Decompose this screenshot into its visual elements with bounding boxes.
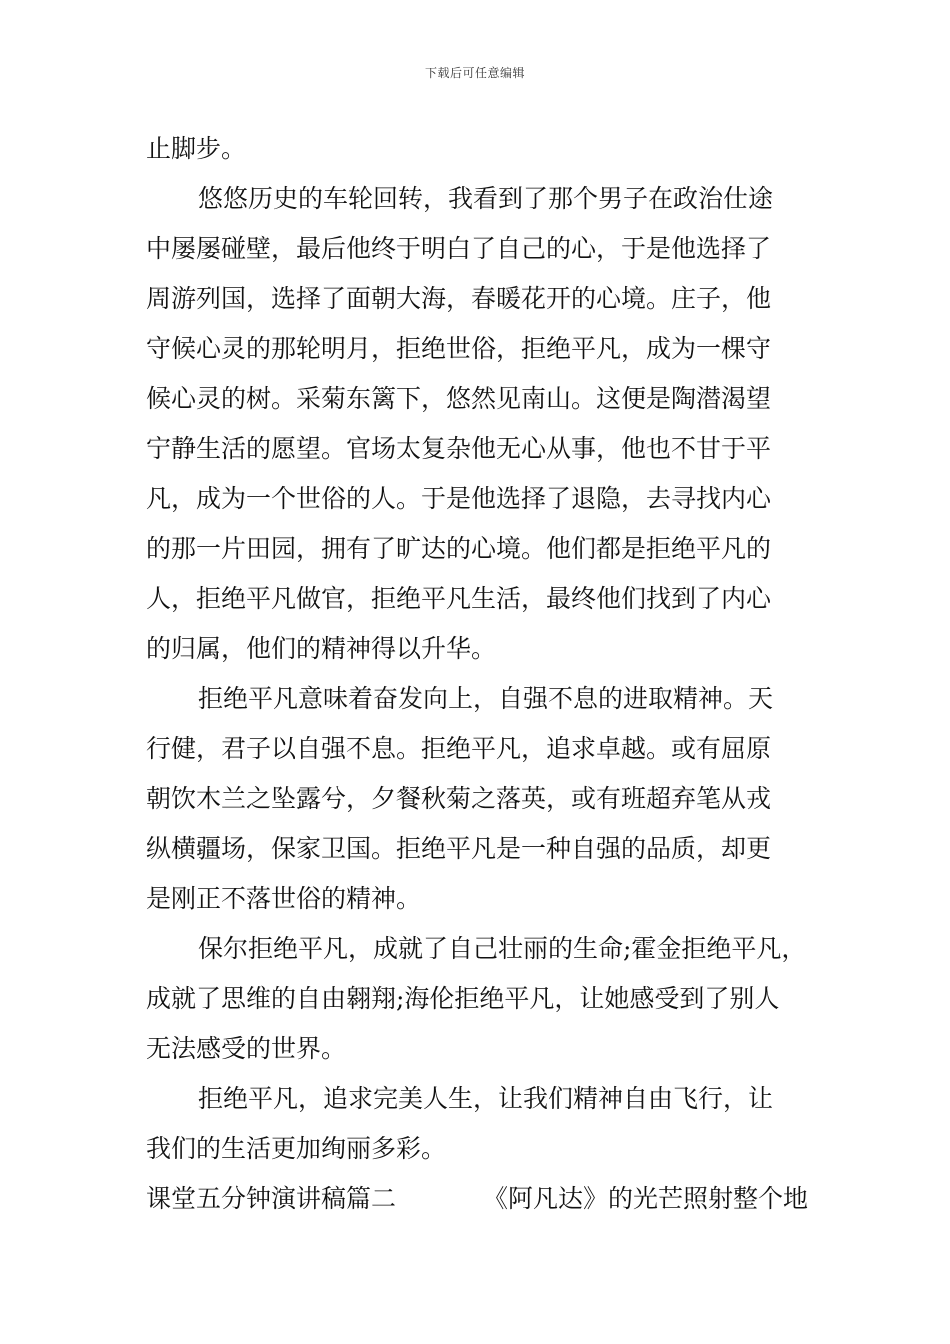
text-line: 保尔拒绝平凡，成就了自己壮丽的生命;霍金拒绝平凡， [198, 934, 807, 963]
text-line: 悠悠历史的车轮回转，我看到了那个男子在政治仕途 [198, 184, 774, 213]
text-line: 中屡屡碰壁，最后他终于明白了自己的心，于是他选择了 [146, 234, 772, 263]
text-line: 周游列国，选择了面朝大海，春暖花开的心境。庄子，他 [146, 284, 772, 313]
text-line: 是刚正不落世俗的精神。 [146, 884, 422, 913]
section-continuation-text: 《阿凡达》的光芒照射整个地 [482, 1184, 808, 1213]
text-line: 纵横疆场，保家卫国。拒绝平凡是一种自强的品质，却更 [146, 834, 772, 863]
text-line: 凡，成为一个世俗的人。于是他选择了退隐，去寻找内心 [146, 484, 772, 513]
text-line: 无法感受的世界。 [146, 1034, 347, 1063]
body-text [146, 124, 808, 1224]
text-line: 候心灵的树。采菊东篱下，悠然见南山。这便是陶潜渴望 [146, 384, 772, 413]
section-heading-line [146, 1174, 808, 1224]
text-line: 止脚步。 [146, 134, 247, 163]
text-line: 行健，君子以自强不息。拒绝平凡，追求卓越。或有屈原 [146, 734, 772, 763]
page-header: 下载后可任意编辑 [424, 66, 525, 80]
text-line: 宁静生活的愿望。官场太复杂他无心从事，他也不甘于平 [146, 434, 772, 463]
text-line: 成就了思维的自由翱翔;海伦拒绝平凡，让她感受到了别人 [146, 984, 780, 1013]
text-line: 我们的生活更加绚丽多彩。 [146, 1134, 447, 1163]
text-line: 拒绝平凡，追求完美人生，让我们精神自由飞行，让 [198, 1084, 774, 1113]
text-line: 的归属，他们的精神得以升华。 [146, 634, 497, 663]
text-line: 守候心灵的那轮明月，拒绝世俗，拒绝平凡，成为一棵守 [146, 334, 772, 363]
text-line: 拒绝平凡意味着奋发向上，自强不息的进取精神。天 [198, 684, 774, 713]
text-line: 朝饮木兰之坠露兮，夕餐秋菊之落英，或有班超弃笔从戎 [146, 784, 772, 813]
text-line: 的那一片田园，拥有了旷达的心境。他们都是拒绝平凡的 [146, 534, 772, 563]
section-title: 课堂五分钟演讲稿篇二 [146, 1184, 397, 1213]
text-line: 人，拒绝平凡做官，拒绝平凡生活，最终他们找到了内心 [146, 584, 772, 613]
